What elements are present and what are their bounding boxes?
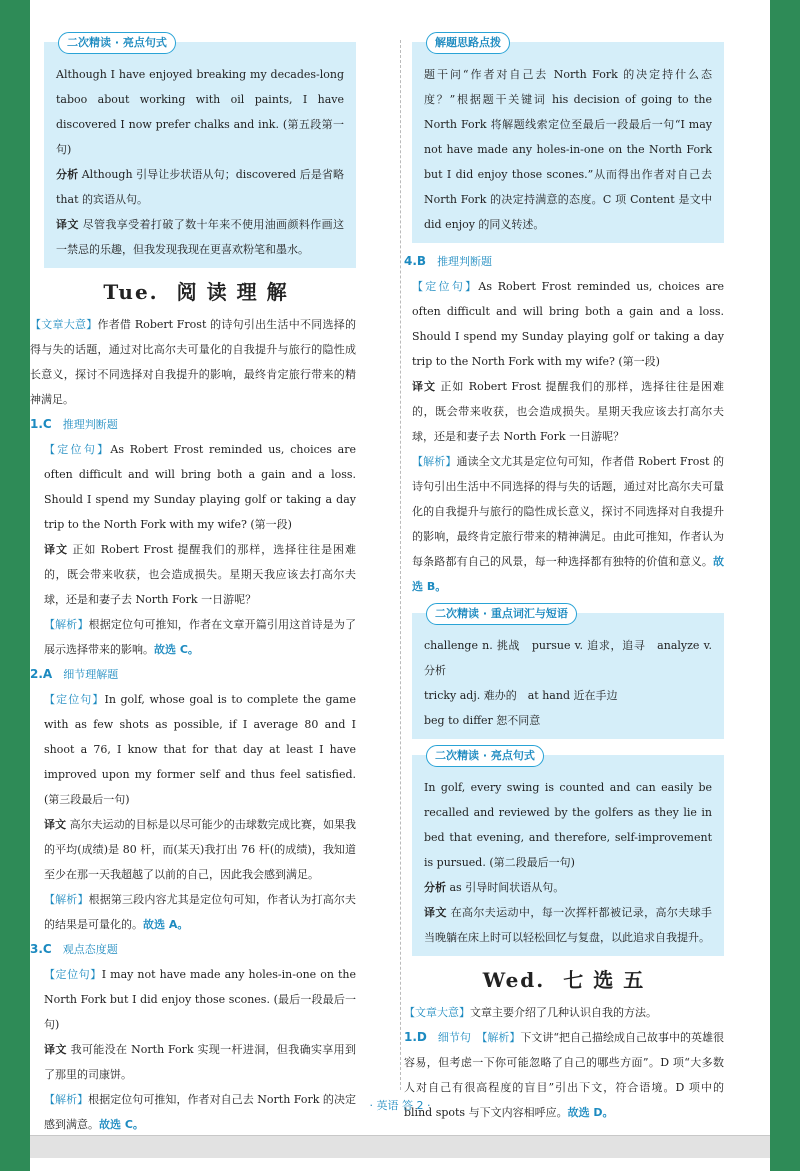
answer-text: 故选 C。 — [99, 1118, 144, 1131]
heading-day: Tue. — [103, 280, 159, 304]
summary-text: 作者借 Robert Frost 的诗句引出生活中不同选择的得与失的话题，通过对比高尔夫可量化的自我提升与旅行的隐性成长意义，探讨不同选择对自我提升的影响，最终肯定旅行带来的精神满足。 — [30, 318, 357, 406]
analysis-tag: 分析 — [424, 881, 446, 894]
translation-tag: 译文 — [56, 218, 79, 231]
question-type: 推理判断题 — [437, 255, 493, 268]
analysis-text: 根据定位句可推知，作者对自己去 North Fork 的决定感到满意。 — [44, 1093, 357, 1131]
page-number: · 英语 答 2 · — [369, 1099, 431, 1112]
column-divider — [400, 40, 401, 1090]
locate-text: As Robert Frost reminded us, choices are often difficult and will bring both a gain and a loss. Should I spend my Sunday playing golf or taking a day trip to the North Fork with my wife? (第一段) — [44, 443, 357, 531]
locate-text: As Robert Frost reminded us, choices are often difficult and will bring both a gain and a loss. Should I spend my Sunday playing golf or taking a day trip to the North Fork with my wife? (第一段) — [412, 280, 725, 368]
sentence-text: In golf, every swing is counted and can easily be recalled and reviewed by the golfers as they lie in bed that evening, and therefore, self-improvement is pursued. (第二段最后一句) — [424, 781, 712, 869]
heading-title: 阅读理解 — [176, 280, 297, 304]
right-green-border — [770, 0, 800, 1171]
analysis-tag: 【解析】 — [44, 618, 89, 631]
locate-tag: 【定位句】 — [44, 443, 111, 456]
question-number: 1.C — [30, 417, 52, 431]
trans-text: 高尔夫运动的目标是以尽可能少的击球数完成比赛，如果我的平均(成绩)是 80 杆，而(某天)我打出 76 杆(的成绩)，我知道至少在那一天我超越了以前的自己，因此我会感到满足。 — [44, 818, 357, 881]
sentence-text: Although I have enjoyed breaking my decades-long taboo about working with oil paints, I have discovered I now prefer chalks and ink. (第五段第一句) — [56, 68, 344, 156]
left-green-border — [0, 0, 30, 1171]
analysis-text: 根据第三段内容尤其是定位句可知，作者认为打高尔夫的结果是可量化的。 — [44, 893, 356, 931]
answer-text: 故选 A。 — [143, 918, 189, 931]
heading-title: 七选五 — [563, 968, 654, 992]
question-number: 3.C — [30, 942, 52, 956]
analysis-tag: 【解析】 — [481, 1031, 521, 1044]
translation-text: 尽管我享受着打破了数十年来不使用油画颜料作画这一禁忌的乐趣，但我发现我现在更喜欢粉笔和墨水。 — [56, 218, 345, 256]
box-label: 二次精读 · 重点词汇与短语 — [426, 603, 577, 625]
trans-text: 我可能没在 North Fork 实现一杆进洞，但我确实享用到了那里的司康饼。 — [44, 1043, 357, 1081]
trans-text: 正如 Robert Frost 提醒我们的那样，选择往往是困难的，既会带来收获，也会造成损失。星期天我应该去打高尔夫球，还是和妻子去 North Fork 一日游呢？ — [412, 380, 725, 443]
heading-day: Wed. — [482, 968, 546, 992]
locate-tag: 【定位句】 — [44, 968, 102, 981]
vocab-line: tricky adj. 难办的 at hand 近在手边 — [424, 689, 618, 702]
trans-text: 正如 Robert Frost 提醒我们的那样，选择往往是困难的，既会带来收获，也会造成损失。星期天我应该去打高尔夫球，还是和妻子去 North Fork 一日游呢？ — [44, 543, 357, 606]
vocab-line: beg to differ 恕不同意 — [424, 714, 541, 727]
question-number: 2.A — [30, 667, 53, 681]
answer-text: 故选 B。 — [412, 555, 724, 593]
question-type: 细节理解题 — [63, 668, 119, 681]
analysis-tag: 【解析】 — [44, 1093, 89, 1106]
solution-idea-box — [412, 36, 724, 243]
highlight-sentence-box — [44, 36, 356, 268]
locate-text: I may not have made any holes-in-one on the North Fork but I did enjoy those scones. (最后一段最后一句) — [44, 968, 356, 1031]
footer-bar — [30, 1135, 770, 1158]
analysis-tag: 分析 — [56, 168, 79, 181]
analysis-text: 根据定位句可推知，作者在文章开篇引用这首诗是为了展示选择带来的影响。 — [44, 618, 356, 656]
section-heading-tue — [44, 278, 356, 306]
analysis-tag: 【解析】 — [44, 893, 89, 906]
analysis-text: 下文讲“把自己描绘成自己故事中的英雄很容易，但考虑一下你可能忽略了自己的哪些方面”。D 项“大多数人对自己有很高程度的盲目”引出下文，符合语境。D 项中的 blind spots 与下文内容相呼应。 — [404, 1031, 724, 1119]
locate-tag: 【定位句】 — [44, 693, 105, 706]
question-type: 观点态度题 — [62, 943, 118, 956]
left-column — [30, 0, 357, 1137]
question-type: 细节句 — [437, 1031, 471, 1044]
analysis-tag: 【解析】 — [412, 455, 457, 468]
highlight-sentence-box — [412, 749, 724, 956]
summary-text: 文章主要介绍了几种认识自我的方法。 — [470, 1006, 657, 1019]
question-number: 4.B — [404, 254, 427, 268]
right-column — [404, 0, 725, 1125]
box-label: 二次精读 · 亮点句式 — [58, 32, 176, 54]
section-heading-wed — [412, 966, 724, 994]
analysis-text: as 引导时间状语从句。 — [449, 881, 565, 894]
box-label: 二次精读 · 亮点句式 — [426, 745, 544, 767]
trans-tag: 译文 — [44, 1043, 67, 1056]
vocabulary-box — [412, 607, 724, 739]
trans-tag: 译文 — [412, 380, 436, 393]
question-number: 1.D — [404, 1030, 427, 1044]
locate-text: In golf, whose goal is to complete the game with as few shots as possible, if I average 80 and I shoot a 76, I know that for that day at least I have improved upon my former self and thus feel satisfied. (第三段最后一句) — [44, 693, 356, 806]
trans-tag: 译文 — [44, 543, 68, 556]
vocab-line: challenge n. 挑战 pursue v. 追求，追寻 analyze v. 分析 — [424, 639, 712, 677]
translation-tag: 译文 — [424, 906, 447, 919]
question-type: 推理判断题 — [62, 418, 118, 431]
answer-text: 故选 D。 — [567, 1106, 614, 1119]
answer-text: 故选 C。 — [154, 643, 199, 656]
analysis-text: 通读全文尤其是定位句可知，作者借 Robert Frost 的诗句引出生活中不同选择的得与失的话题，通过对比高尔夫可量化的自我提升与旅行的隐性成长意义，探讨不同选择对自我提升的影响，最终肯定旅行带来的精神满足。由此可推知，作者认为每条路都有自己的风景，每一种选择都有独特的价值和意义。 — [412, 455, 725, 568]
trans-tag: 译文 — [44, 818, 67, 831]
box-label: 解题思路点拨 — [426, 32, 510, 54]
summary-tag: 【文章大意】 — [30, 318, 98, 331]
summary-tag: 【文章大意】 — [404, 1006, 470, 1019]
idea-text: 题干问“作者对自己去 North Fork 的决定持什么态度？”根据题干关键词 his decision of going to the North Fork 将解题线索定位至最后一段最后一句“I may not have made any holes-in-one on the North Fork but I did enjoy those scones.”从而得出作者对自己去 North Fork 的决定持满意的态度。C 项 Content 是文中 did enjoy 的同义转述。 — [424, 68, 712, 231]
translation-text: 在高尔夫运动中，每一次挥杆都被记录，高尔夫球手当晚躺在床上时可以轻松回忆与复盘，以此追求自我提升。 — [424, 906, 713, 944]
locate-tag: 【定位句】 — [412, 280, 479, 293]
analysis-text: Although 引导让步状语从句；discovered 后是省略 that 的宾语从句。 — [56, 168, 344, 206]
